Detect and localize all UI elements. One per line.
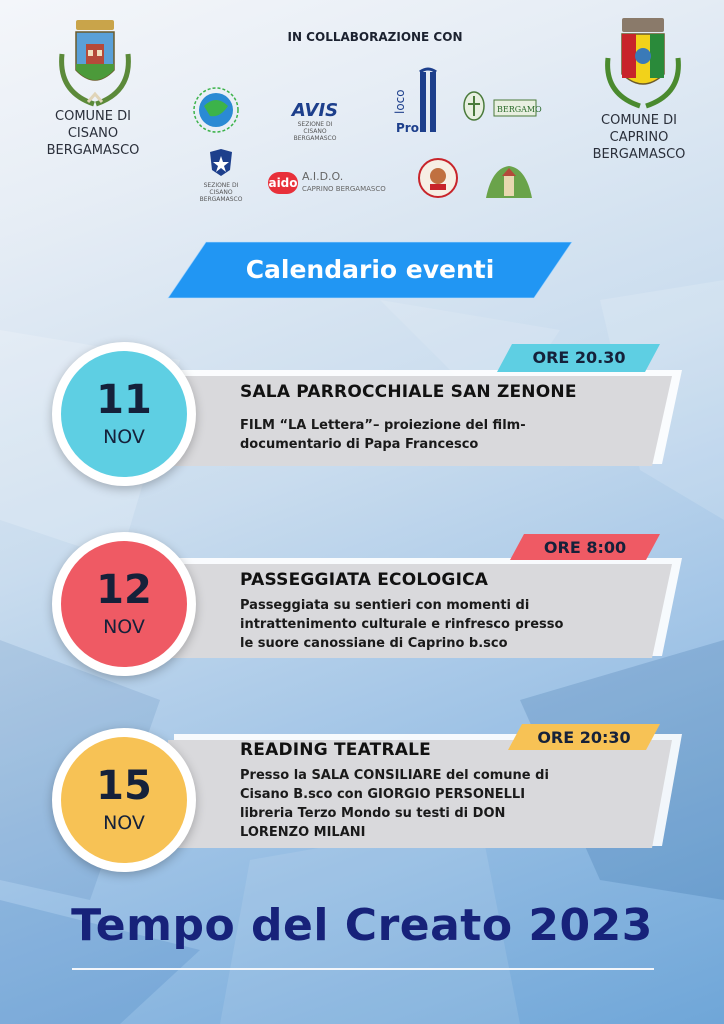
event-description: FILM “LA Lettera”– proiezione del film- documentario di Papa Francesco (240, 418, 526, 452)
event-title: SALA PARROCCHIALE SAN ZENONE (240, 382, 577, 402)
footer-title: Tempo del Creato 2023 (71, 900, 653, 951)
aido-sub: CAPRINO BERGAMASCO (302, 185, 386, 193)
date-badge (52, 728, 196, 872)
right-comune-label: COMUNE DI CAPRINO BERGAMASCO (592, 113, 686, 162)
gruppo-folkloristico-logo (416, 156, 460, 204)
event-card (0, 716, 724, 876)
aido-logo (268, 168, 392, 198)
sezione-alpini-logo (190, 148, 252, 203)
event-description: Presso la SALA CONSILIARE del comune di Cisano B.sco con GIORGIO PERSONELLI libreria Terzo Mondo su testi di DON LORENZO MILANI (240, 768, 549, 840)
date-badge (52, 532, 196, 676)
circolo-laudato-si-logo (190, 84, 242, 140)
footer-divider (72, 968, 654, 970)
sezione-sub: SEZIONE DI CISANO BERGAMASCO (199, 182, 243, 203)
event-title: READING TEATRALE (240, 740, 431, 760)
event-card (0, 336, 724, 496)
date-badge (52, 342, 196, 486)
avis-name: AVIS (291, 100, 339, 121)
pro-loco-logo (393, 70, 442, 138)
avis-logo (282, 100, 348, 142)
calendario-title: Calendario eventi (245, 254, 495, 284)
event-day: 15 (96, 763, 152, 809)
collaboration-label: IN COLLABORAZIONE CON (287, 30, 463, 44)
diocesi-bergamo-logo (460, 88, 540, 132)
avis-sub: SEZIONE DI CISANO BERGAMASCO (293, 121, 337, 142)
event-day: 11 (96, 377, 152, 423)
left-comune-label: COMUNE DI CISANO BERGAMASCO (46, 109, 140, 158)
svg-text:Pro: Pro (396, 121, 419, 135)
event-title: PASSEGGIATA ECOLOGICA (240, 570, 489, 590)
svg-text:BERGAMO: BERGAMO (497, 105, 542, 114)
event-day: 12 (96, 567, 152, 613)
event-month: NOV (103, 812, 145, 834)
caprino-coat-of-arms (598, 14, 688, 110)
event-month: NOV (103, 616, 145, 638)
cisano-coat-of-arms (50, 14, 140, 110)
aido-name: A.I.D.O. (302, 170, 344, 183)
event-card (0, 524, 724, 684)
svg-text:loco: loco (393, 89, 407, 114)
event-time: ORE 20.30 (532, 348, 626, 367)
event-description: Passeggiata su sentieri con momenti di intrattenimento culturale e rinfresco presso le suore canossiane di Caprino b.sco (240, 598, 564, 651)
event-time: ORE 20:30 (537, 728, 631, 747)
parish-logo (482, 162, 536, 206)
aido-short: aido (268, 172, 298, 194)
event-month: NOV (103, 426, 145, 448)
event-time: ORE 8:00 (543, 538, 627, 557)
